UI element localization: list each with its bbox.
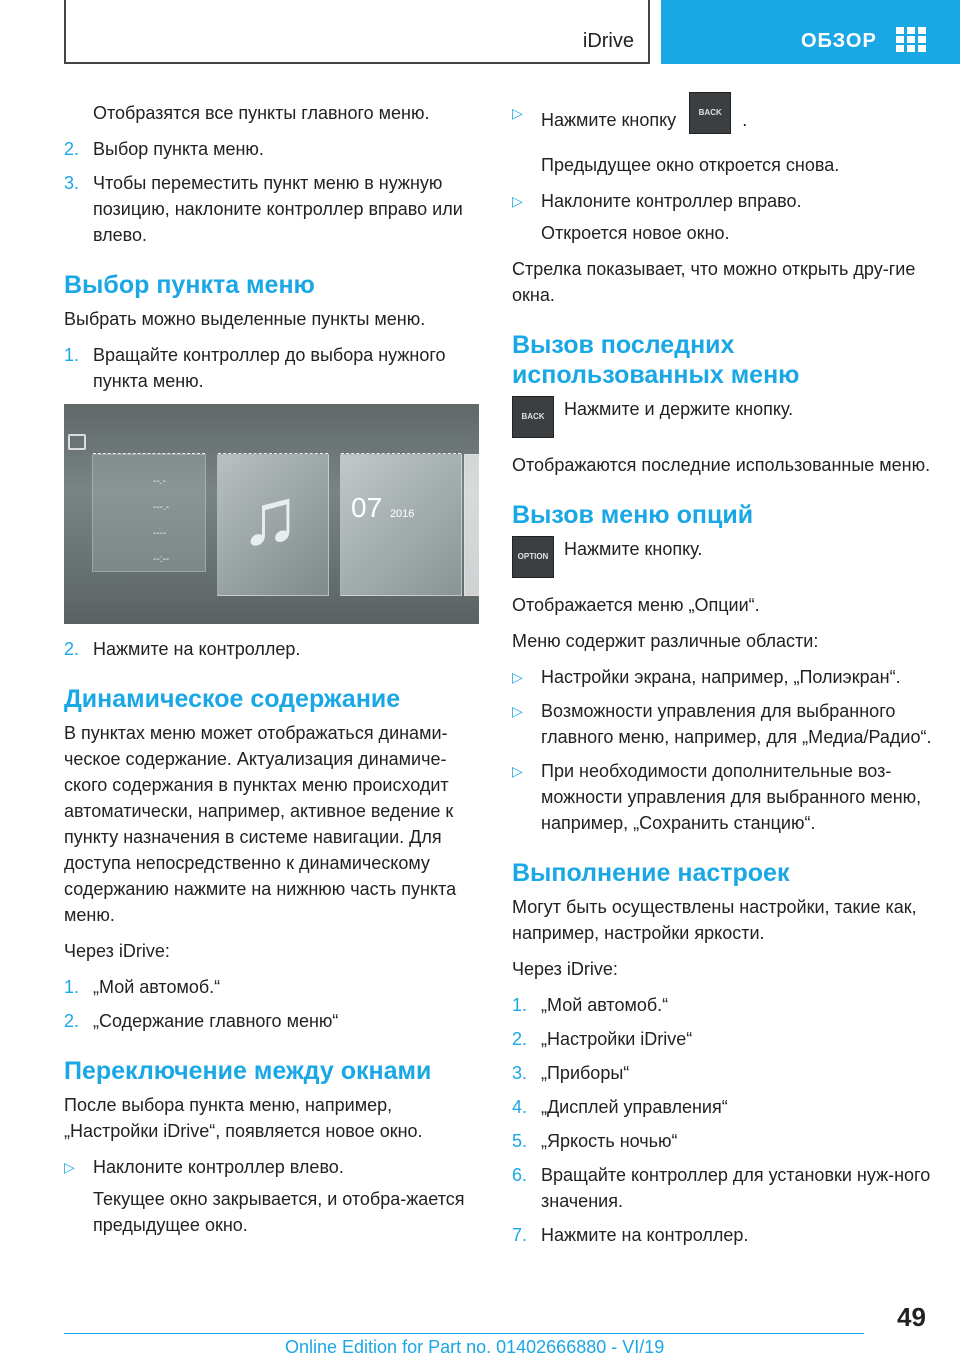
list-item [64, 1008, 479, 1034]
tab-overview-label: ОБЗОР [801, 30, 877, 52]
back-button-icon: BACK [689, 92, 731, 134]
triangle-right-icon: ▷ [512, 669, 523, 685]
footer-edition-link[interactable]: Online Edition for Part no. 01402666880 - VI/19 [285, 1337, 665, 1357]
tile-value: ---.- [153, 502, 170, 513]
back-button-icon: BACK [512, 396, 554, 438]
menu-tile-calendar [340, 454, 462, 596]
paragraph: Отображается меню „Опции“. [512, 595, 760, 615]
paragraph: Отображаются последние использованные меню. [512, 455, 931, 475]
step-number: 2. [64, 139, 80, 159]
step-number: 3. [512, 1063, 528, 1083]
triangle-right-icon: ▷ [512, 763, 523, 779]
step-text: Вращайте контроллер для установки нуж‐ного значения. [541, 1165, 931, 1211]
car-icon [68, 434, 86, 450]
step-number: 6. [512, 1165, 528, 1185]
step-number: 2. [512, 1029, 528, 1049]
step-number: 2. [64, 639, 80, 659]
step-text: „Мой автомоб.“ [541, 995, 669, 1015]
bullet-text: Настройки экрана, например, „Полиэкран“. [541, 667, 901, 687]
tab-overview[interactable] [661, 0, 960, 64]
step-text: Чтобы переместить пункт меню в нужную позицию, наклоните контроллер вправо или влево. [93, 173, 463, 245]
list-item [512, 1128, 932, 1154]
paragraph: Могут быть осуществлены настройки, такие как, например, настройки яркости. [512, 897, 917, 943]
list-item [512, 758, 932, 836]
right-column [512, 100, 932, 1256]
step-number: 5. [512, 1131, 528, 1151]
step-number: 7. [512, 1225, 528, 1245]
list-item [64, 1154, 479, 1180]
paragraph: Выбрать можно выделенные пункты меню. [64, 309, 426, 329]
list-item [512, 1060, 932, 1086]
instruction-with-button [512, 536, 932, 582]
tile-value: --.- [153, 476, 166, 487]
step-number: 1. [512, 995, 528, 1015]
paragraph: Меню содержит различные области: [512, 631, 819, 651]
list-item [512, 698, 932, 750]
paragraph: Через iDrive: [512, 959, 618, 979]
list-item [512, 1094, 932, 1120]
step-number: 3. [64, 173, 80, 193]
list-item [512, 664, 932, 690]
option-button-icon: OPTION [512, 536, 554, 578]
step-text: Наклоните контроллер влево. [93, 1157, 344, 1177]
heading-options-menu: Вызов меню опций [512, 501, 754, 529]
triangle-right-icon: ▷ [512, 193, 523, 209]
instruction-text: Нажмите и держите кнопку. [564, 399, 794, 419]
heading-recent-menus: Вызов последних использованных меню [512, 331, 800, 389]
grid-icon [896, 27, 926, 53]
list-item [64, 342, 479, 394]
triangle-right-icon: ▷ [64, 1159, 75, 1175]
step-text: Вращайте контроллер до выбора нужного пункта меню. [93, 345, 446, 391]
section-title: iDrive [582, 30, 634, 52]
list-item [512, 1222, 932, 1248]
step-number: 4. [512, 1097, 528, 1117]
step-text: „Приборы“ [541, 1063, 630, 1083]
step-number: 1. [64, 345, 80, 365]
step-text: „Настройки iDrive“ [541, 1029, 693, 1049]
page-number: 49 [897, 1302, 926, 1332]
list-item [64, 636, 479, 662]
triangle-right-icon: ▷ [512, 703, 523, 719]
step-number: 2. [64, 1011, 80, 1031]
step-text-end: . [742, 109, 748, 130]
calendar-date: 07 2016 [351, 492, 415, 523]
step-result: Откроется новое окно. [541, 223, 730, 243]
list-item [64, 170, 479, 248]
step-text: „Содержание главного меню“ [93, 1011, 339, 1031]
heading-dynamic-content: Динамическое содержание [64, 685, 401, 713]
instruction-with-button [512, 396, 932, 442]
list-item [64, 136, 479, 162]
paragraph: После выбора пункта меню, например, „Настройки iDrive“, появляется новое окно. [64, 1095, 423, 1141]
triangle-right-icon: ▷ [512, 105, 523, 121]
heading-switch-windows: Переключение между окнами [64, 1057, 432, 1085]
step-result: Текущее окно закрывается, и отобра‐жается предыдущее окно. [93, 1189, 465, 1235]
list-item [64, 974, 479, 1000]
heading-settings: Выполнение настроек [512, 859, 790, 887]
instruction-text: Нажмите кнопку. [564, 539, 703, 559]
step-number: 1. [64, 977, 80, 997]
music-note-icon: ♫ [240, 472, 300, 561]
menu-tile-vehicle [92, 454, 206, 572]
left-column [64, 100, 479, 1248]
menu-tile-media [217, 454, 329, 596]
tile-value: --:-- [153, 554, 170, 565]
paragraph: В пунктах меню может отображаться динами‐ческое содержание. Актуализация динамиче‐ского содержания в пунктах меню происходит автоматически, например, активное ведение к пункту назначения в системе навигации. Для доступа непосредственно к динамическому содержанию нажмите на нижнюю часть пункта меню. [64, 723, 457, 925]
list-item [512, 188, 932, 214]
step-text: Нажмите на контроллер. [541, 1225, 749, 1245]
step-text: Наклоните контроллер вправо. [541, 191, 802, 211]
paragraph: Отобразятся все пункты главного меню. [93, 103, 430, 123]
paragraph: Через iDrive: [64, 941, 170, 961]
menu-tile-next [464, 454, 479, 596]
bullet-text: При необходимости дополнительные воз‐можности управления для выбранного меню, например, „Сохранить станцию“. [541, 761, 922, 833]
step-text: „Дисплей управления“ [541, 1097, 728, 1117]
heading-select-menu-item: Выбор пункта меню [64, 271, 315, 299]
step-text: Выбор пункта меню. [93, 139, 264, 159]
header-frame [64, 0, 650, 64]
step-text: „Яркость ночью“ [541, 1131, 678, 1151]
paragraph: Стрелка показывает, что можно открыть дру‐гие окна. [512, 259, 916, 305]
step-text: Нажмите кнопку [541, 109, 677, 130]
list-item [512, 992, 932, 1018]
bullet-text: Возможности управления для выбранного главного меню, например, для „Медиа/Радио“. [541, 701, 932, 747]
idrive-screen-image [64, 404, 479, 624]
step-text: Нажмите на контроллер. [93, 639, 301, 659]
step-text: „Мой автомоб.“ [93, 977, 221, 997]
tile-value: ---- [153, 528, 167, 539]
list-item [512, 1026, 932, 1052]
list-item [512, 100, 932, 146]
step-result: Предыдущее окно откроется снова. [541, 155, 840, 175]
footer-divider [64, 1333, 864, 1334]
list-item [512, 1162, 932, 1214]
